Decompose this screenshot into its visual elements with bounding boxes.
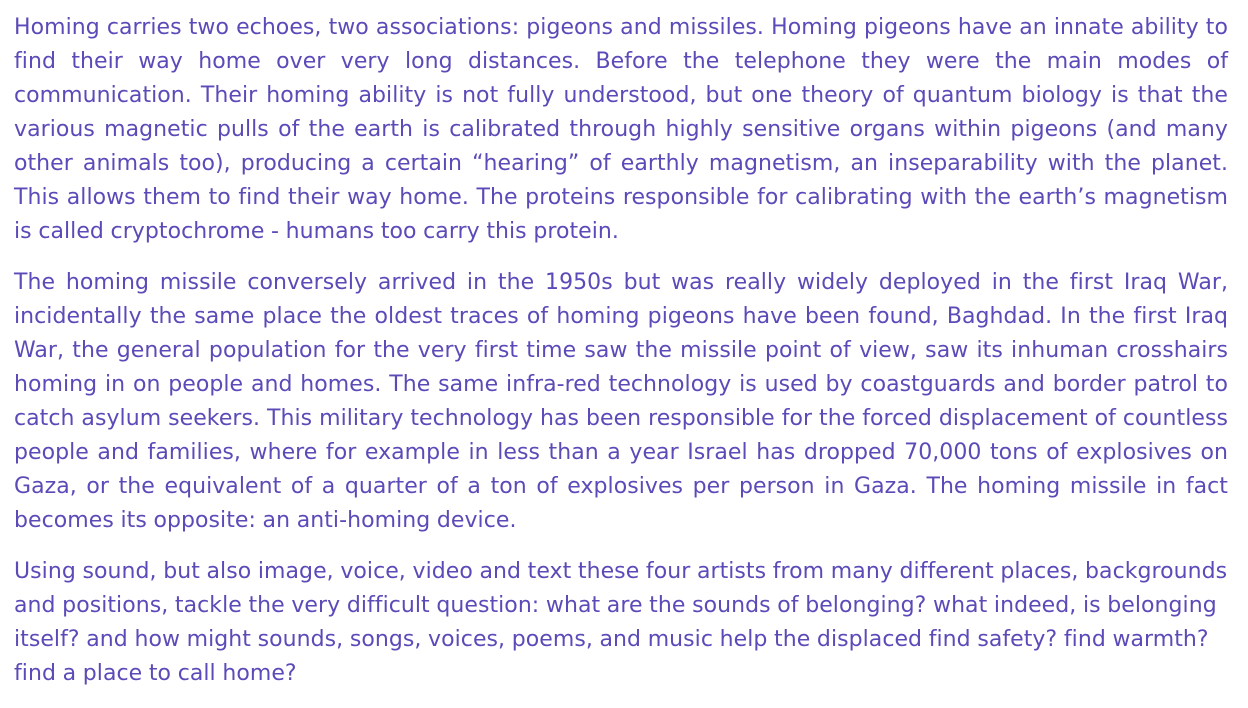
paragraph-homing-pigeons: Homing carries two echoes, two associations: pigeons and missiles. Homing pigeons have an innate ability to find their way home over very long distances. Before the telephone they were the main modes of communication. Their homing ability is not fully understood, but one theory of quantum biology is that the various magnetic pulls of the earth is calibrated through highly sensitive organs within pigeons (and many other animals too), producing a certain “hearing” of earthly magnetism, an inseparability with the planet. This allows them to find their way home. The proteins responsible for calibrating with the earth’s magnetism is called cryptochrome - humans too carry this protein.	[14, 15, 1228, 244]
paragraph-sounds-of-belonging: Using sound, but also image, voice, video and text these four artists from many different places, backgrounds and positions, tackle the very difficult question: what are the sounds of belonging? what indeed, is belonging itself? and how might sounds, songs, voices, poems, and music help the displaced find safety? find warmth? find a place to call home?	[14, 559, 1228, 686]
paragraph-homing-missile: The homing missile conversely arrived in the 1950s but was really widely deployed in the first Iraq War, incidentally the same place the oldest traces of homing pigeons have been found, Baghdad. In the first Iraq War, the general population for the very first time saw the missile point of view, saw its inhuman crosshairs homing in on people and homes. The same infra-red technology is used by coastguards and border patrol to catch asylum seekers. This military technology has been responsible for the forced displacement of countless people and families, where for example in less than a year Israel has dropped 70,000 tons of explosives on Gaza, or the equivalent of a quarter of a ton of explosives per person in Gaza. The homing missile in fact becomes its opposite: an anti-homing device.	[14, 270, 1228, 533]
